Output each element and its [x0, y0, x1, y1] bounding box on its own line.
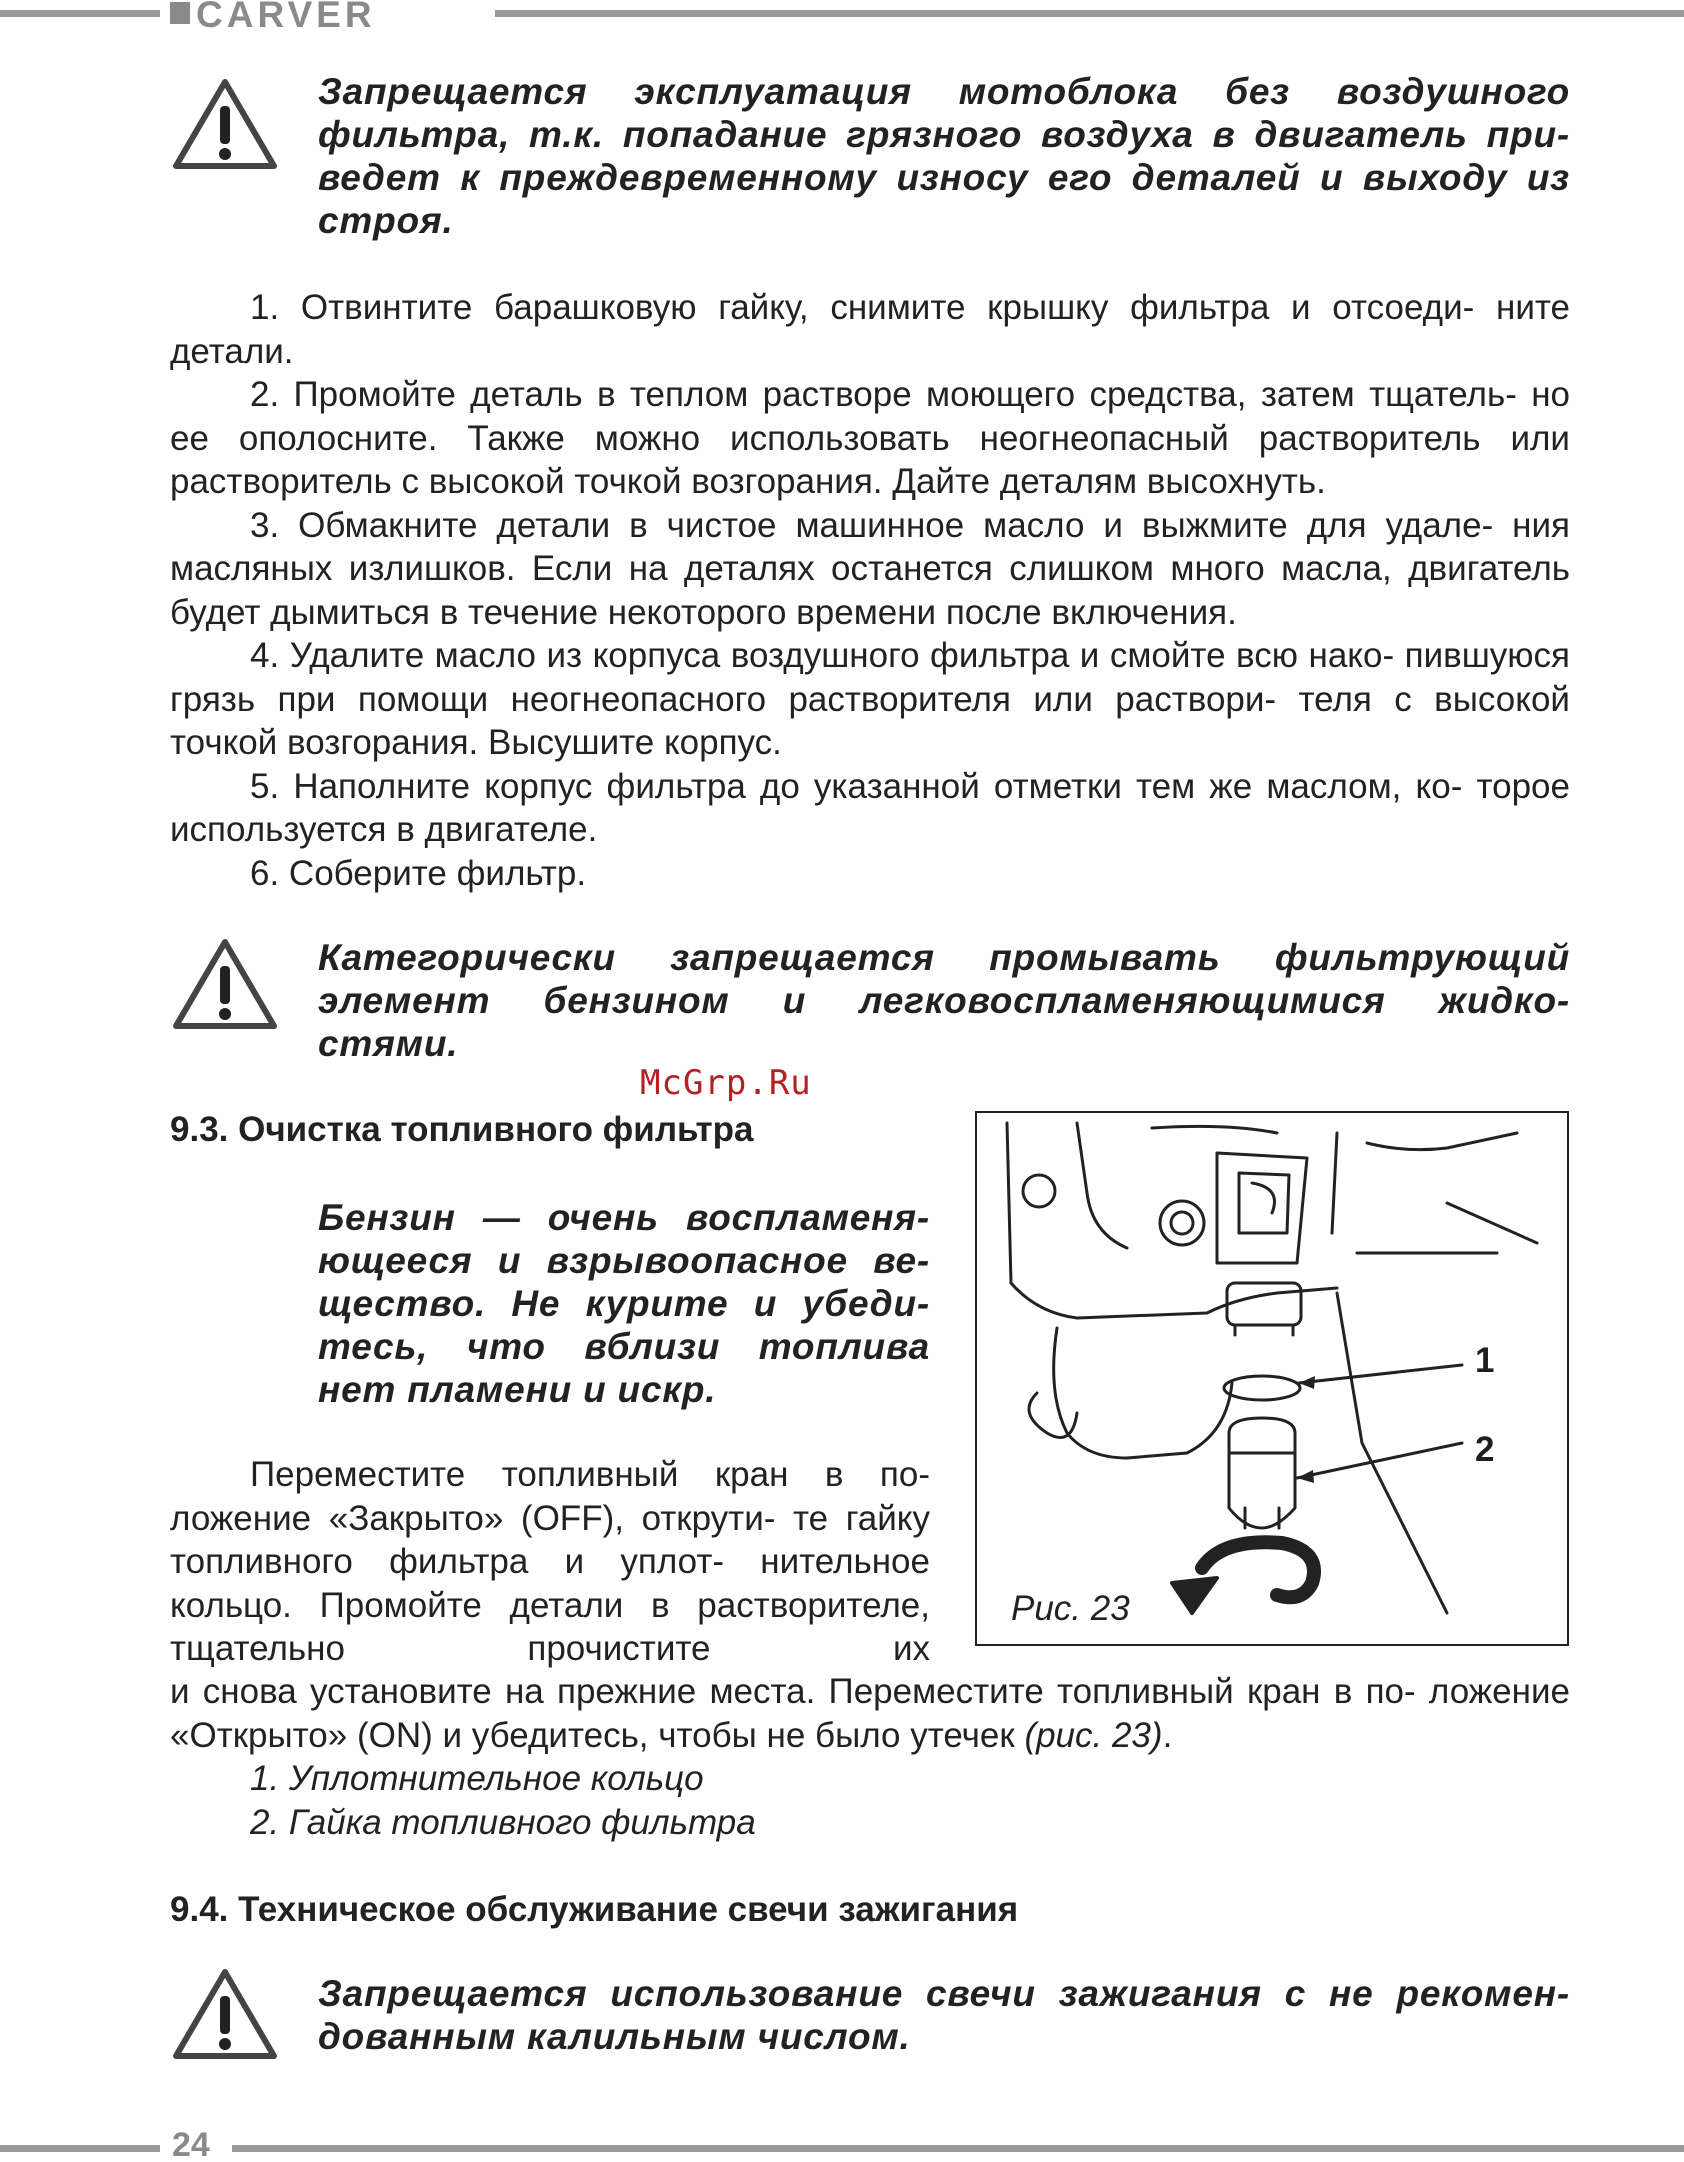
figure-label-2: 2	[1475, 1430, 1495, 1469]
brand-mark	[170, 2, 190, 24]
list-item: 2. Гайка топливного фильтра	[250, 1802, 756, 1842]
header-rule-right	[495, 10, 1684, 17]
footer-rule-right	[232, 2145, 1684, 2152]
warning-text-air-filter: Запрещается эксплуатация мотоблока без воздушного фильтра, т.к. попадание грязного воздуха в двигатель при- ведет к преждевременному износу его деталей и выходу из строя.	[318, 71, 1570, 241]
warning-text-fuel: Бензин — очень воспламеня- ющееся и взрывоопасное ве- щество. Не курите и убеди- тесь, что вблизи топлива нет пламени и искр.	[318, 1197, 930, 1410]
figure-reference: (рис. 23)	[1024, 1715, 1163, 1755]
figure-label-1: 1	[1475, 1341, 1495, 1380]
header-rule-left	[0, 10, 160, 17]
warning-triangle-icon	[170, 936, 280, 1032]
warning-text-no-gasoline: Категорически запрещается промывать фильтрующий элемент бензином и легковоспламеняющимися жидко- стями.	[318, 937, 1570, 1064]
figure-23	[975, 1111, 1569, 1646]
air-filter-steps	[170, 286, 1570, 895]
figure-caption: Рис. 23	[1011, 1589, 1130, 1628]
page-number: 24	[172, 2126, 210, 2162]
list-item: 1. Уплотнительное кольцо	[250, 1759, 704, 1798]
step-3: 3. Обмакните детали в чистое машинное масло и выжмите для удале- ния масляных излишков. Если на деталях останется слишком много масла, двигатель будет дымиться в течение некоторого времени после включения.	[170, 505, 1570, 632]
section-9-3-title: 9.3. Очистка топливного фильтра	[170, 1110, 754, 1149]
fuel-filter-paragraph-column: Переместите топливный кран в по- ложение «Закрыто» (OFF), открути- те гайку топливного фильтра и уплот- нительное кольцо. Промойте детали в растворителе, тщательно прочистите их	[170, 1455, 930, 1668]
brand-logo: CARVER	[196, 0, 376, 35]
step-2: 2. Промойте деталь в теплом растворе моющего средства, затем тщатель- но ее ополосните. Также можно использовать неогнеопасный растворитель или растворитель с высокой точкой возгорания. Дайте деталям высохнуть.	[170, 375, 1570, 501]
step-5: 5. Наполните корпус фильтра до указанной отметки тем же маслом, ко- торое используется в двигателе.	[170, 766, 1570, 849]
step-6: 6. Соберите фильтр.	[250, 853, 587, 893]
warning-triangle-icon	[170, 1966, 280, 2062]
fuel-filter-paragraph-full: и снова установите на прежние места. Переместите топливный кран в по- ложение «Открыто» (ON) и убедитесь, чтобы не было утечек (рис. 23). 1. Уплотнительное кольцо 2. Гайка топливного фильтра	[170, 1670, 1570, 1844]
step-1: 1. Отвинтите барашковую гайку, снимите крышку фильтра и отсоеди- ните детали.	[170, 288, 1570, 371]
warning-text-spark-plug: Запрещается использование свечи зажигания с не рекомен- дованным калильным числом.	[318, 1973, 1570, 2057]
watermark: McGrp.Ru	[640, 1063, 812, 1103]
footer-rule-left	[0, 2145, 160, 2152]
warning-triangle-icon	[170, 76, 280, 172]
step-4: 4. Удалите масло из корпуса воздушного фильтра и смойте всю нако- пившуюся грязь при помощи неогнеопасного растворителя или раствори- теля с высокой точкой возгорания. Высушите корпус.	[170, 636, 1570, 762]
section-9-4-title: 9.4. Техническое обслуживание свечи зажигания	[170, 1890, 1019, 1929]
